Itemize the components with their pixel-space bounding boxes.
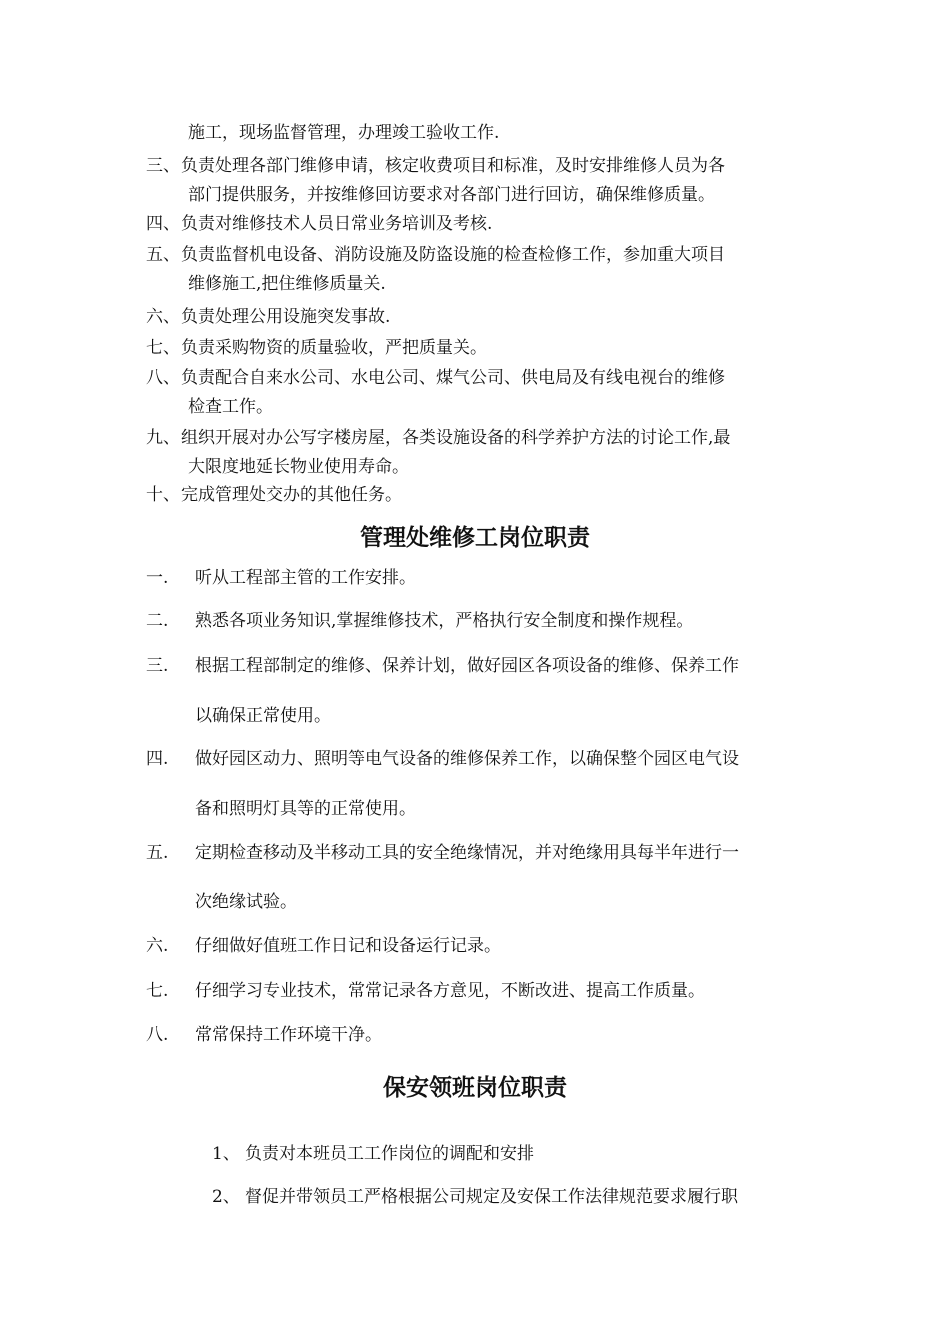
s2-item-text: 次绝缘试验。: [195, 892, 297, 912]
s2-item-number: 一.: [146, 568, 169, 588]
s1-item-text: 维修施工,把住维修质量关.: [188, 274, 386, 294]
s1-item-number: 六、: [146, 307, 180, 327]
s2-item-number: 八.: [146, 1025, 169, 1045]
s2-item-number: 二.: [146, 611, 169, 631]
s2-item-number: 六.: [146, 936, 169, 956]
s1-item-text: 负责配合自来水公司、水电公司、煤气公司、供电局及有线电视台的维修: [181, 368, 725, 388]
s2-item-text: 根据工程部制定的维修、保养计划，做好园区各项设备的维修、保养工作: [195, 656, 739, 676]
s1-item-text: 负责采购物资的质量验收，严把质量关。: [181, 338, 487, 358]
s1-item-text: 负责监督机电设备、消防设施及防盗设施的检查检修工作，参加重大项目: [181, 245, 725, 265]
s2-item-number: 三.: [146, 656, 169, 676]
s1-item-text: 完成管理处交办的其他任务。: [181, 485, 402, 505]
s1-item-number: 十、: [146, 485, 180, 505]
s1-item-text: 负责处理公用设施突发事故.: [181, 307, 391, 327]
s3-item-text: 负责对本班员工工作岗位的调配和安排: [245, 1144, 534, 1164]
s2-item-text: 备和照明灯具等的正常使用。: [195, 799, 416, 819]
s2-item-text: 以确保正常使用。: [195, 706, 331, 726]
s1-item-text: 负责对维修技术人员日常业务培训及考核.: [181, 214, 493, 234]
s1-item-number: 五、: [146, 245, 180, 265]
s1-item-text: 组织开展对办公写字楼房屋，各类设施设备的科学养护方法的讨论工作,最: [181, 428, 731, 448]
s2-item-number: 七.: [146, 981, 169, 1001]
s3-item-text: 督促并带领员工严格根据公司规定及安保工作法律规范要求履行职: [245, 1187, 738, 1207]
s1-item-text: 检查工作。: [188, 397, 273, 417]
s1-item-number: 四、: [146, 214, 180, 234]
s1-item-text: 负责处理各部门维修申请，核定收费项目和标准，及时安排维修人员为各: [181, 156, 725, 176]
s2-item-text: 常常保持工作环境干净。: [195, 1025, 382, 1045]
s2-item-text: 定期检查移动及半移动工具的安全绝缘情况，并对绝缘用具每半年进行一: [195, 843, 739, 863]
s1-item-number: 九、: [146, 428, 180, 448]
s2-item-text: 听从工程部主管的工作安排。: [195, 568, 416, 588]
s2-item-number: 五.: [146, 843, 169, 863]
s2-item-text: 仔细做好值班工作日记和设备运行记录。: [195, 936, 501, 956]
s2-item-text: 熟悉各项业务知识,掌握维修技术，严格执行安全制度和操作规程。: [195, 611, 694, 631]
s1-item-number: 三、: [146, 156, 180, 176]
s3-item-number: 1、: [212, 1144, 240, 1164]
s1-item-number: 七、: [146, 338, 180, 358]
s1-item-number: 八、: [146, 368, 180, 388]
s1-item-text: 大限度地延长物业使用寿命。: [188, 457, 409, 477]
s3-item-number: 2、: [212, 1187, 240, 1207]
continuation-line: 施工，现场监督管理，办理竣工验收工作.: [188, 123, 500, 143]
s1-item-text: 部门提供服务，并按维修回访要求对各部门进行回访，确保维修质量。: [188, 185, 715, 205]
section-title: 管理处维修工岗位职责: [360, 524, 590, 551]
s2-item-number: 四.: [146, 749, 169, 769]
s2-item-text: 做好园区动力、照明等电气设备的维修保养工作，以确保整个园区电气设: [195, 749, 739, 769]
s2-item-text: 仔细学习专业技术，常常记录各方意见，不断改进、提高工作质量。: [195, 981, 705, 1001]
section-title: 保安领班岗位职责: [383, 1074, 567, 1101]
